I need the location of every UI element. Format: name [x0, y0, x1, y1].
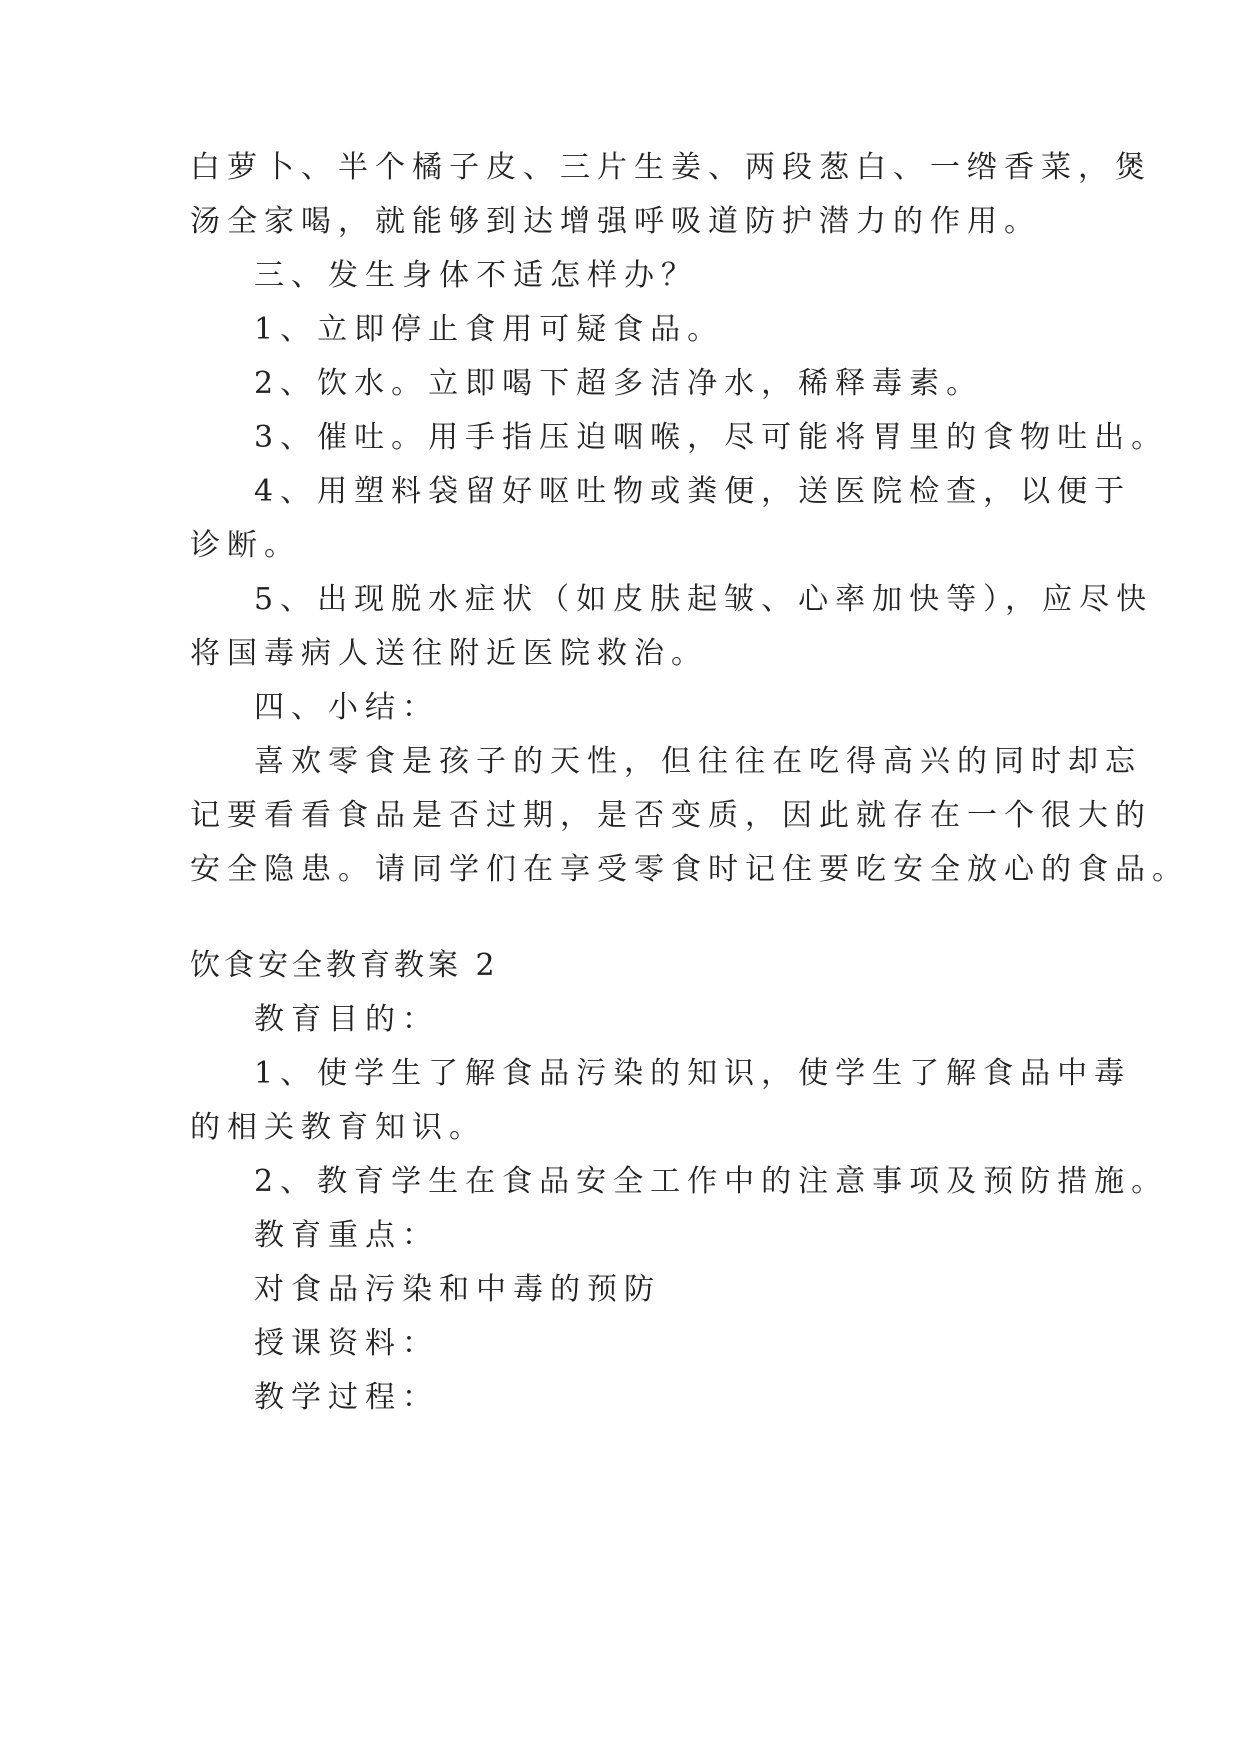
- section-heading: 授课资料：: [254, 1326, 439, 1361]
- list-item: 2、饮水。立即喝下超多洁净水，稀释毒素。: [254, 366, 984, 401]
- summary-paragraph-line: 记要看看食品是否过期，是否变质，因此就存在一个很大的: [190, 798, 1152, 833]
- section-heading: 教学过程：: [254, 1380, 439, 1415]
- section-heading: 教育重点：: [254, 1218, 439, 1253]
- list-item: 5、出现脱水症状（如皮肤起皱、心率加快等），应尽快: [254, 582, 1154, 617]
- list-item-continuation: 的相关教育知识。: [190, 1110, 486, 1145]
- list-item-continuation: 诊断。: [190, 528, 301, 563]
- section-heading: 三、发生身体不适怎样办？: [254, 258, 698, 293]
- list-item-continuation: 将国毒病人送往附近医院救治。: [190, 636, 708, 671]
- body-text-line: 白萝卜、半个橘子皮、三片生姜、两段葱白、一绺香菜，煲: [190, 150, 1152, 185]
- summary-paragraph-line: 喜欢零食是孩子的天性，但往往在吃得高兴的同时却忘: [254, 744, 1142, 779]
- section-heading: 教育目的：: [254, 1002, 439, 1037]
- document-title: 饮食安全教育教案 2: [190, 948, 499, 983]
- body-text-line: 对食品污染和中毒的预防: [254, 1272, 661, 1307]
- body-text-line: 汤全家喝，就能够到达增强呼吸道防护潜力的作用。: [190, 204, 1041, 239]
- list-item: 3、催吐。用手指压迫咽喉，尽可能将胃里的食物吐出。: [254, 420, 1169, 455]
- summary-paragraph-line: 安全隐患。请同学们在享受零食时记住要吃安全放心的食品。: [190, 852, 1189, 887]
- section-heading: 四、小结：: [254, 690, 439, 725]
- list-item: 4、用塑料袋留好呕吐物或粪便，送医院检查，以便于: [254, 474, 1132, 509]
- list-item: 2、教育学生在食品安全工作中的注意事项及预防措施。: [254, 1164, 1169, 1199]
- list-item: 1、立即停止食用可疑食品。: [254, 312, 725, 347]
- list-item: 1、使学生了解食品污染的知识，使学生了解食品中毒: [254, 1056, 1132, 1091]
